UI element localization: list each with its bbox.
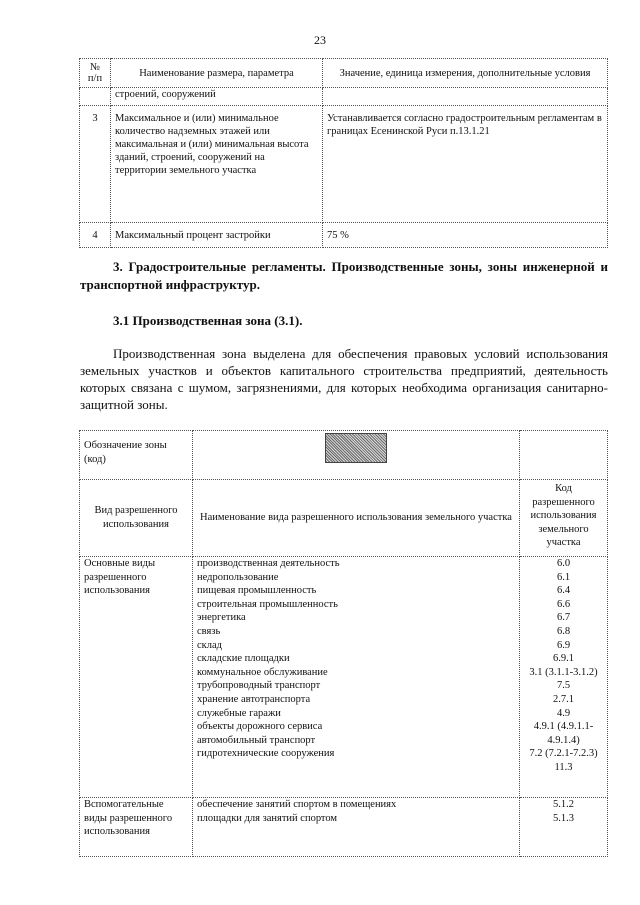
use-name-item: обеспечение занятий спортом в помещениях bbox=[197, 799, 397, 810]
cell-value: Устанавливается согласно градостроительным регламентам в границах Есенинской Руси п.13.1.21 bbox=[323, 106, 608, 223]
cell-value: 75 % bbox=[323, 223, 608, 248]
cell-value bbox=[323, 88, 608, 106]
cell-num bbox=[80, 88, 111, 106]
use-name-item: недропользование bbox=[197, 571, 279, 583]
main-uses-codes bbox=[520, 557, 608, 798]
use-code-item: 6.1 bbox=[556, 571, 571, 583]
land-use-table bbox=[79, 430, 608, 857]
main-uses-row bbox=[80, 557, 608, 798]
subsection-heading: 3.1 Производственная зона (3.1). bbox=[113, 313, 303, 328]
use-code-item: 6.0 bbox=[556, 558, 571, 569]
cell-name: Максимальное и (или) минимальное количество надземных этажей или максимальная и (или) минимальная высота зданий, строений, сооружений на территории земельного участка bbox=[111, 106, 323, 223]
use-code-item: 6.6 bbox=[556, 598, 571, 610]
auxiliary-uses-codes bbox=[520, 798, 608, 857]
auxiliary-uses-row bbox=[80, 798, 608, 857]
use-code-item: 6.4 bbox=[556, 585, 571, 597]
main-uses-names bbox=[193, 557, 520, 798]
use-code-item: 4.9.1 (4.9.1.1-4.9.1.4) bbox=[533, 721, 594, 746]
use-name-item: трубопроводный транспорт bbox=[197, 680, 321, 692]
use-name-item: связь bbox=[197, 625, 221, 637]
header-use-type: Вид разрешенного использования bbox=[80, 480, 193, 557]
use-code-item: 2.7.1 bbox=[553, 693, 574, 705]
use-name-item: склад bbox=[197, 639, 223, 651]
use-code-item: 7.2 (7.2.1-7.2.3) bbox=[529, 748, 598, 760]
zone-code-cell bbox=[193, 431, 520, 480]
zone-empty-cell bbox=[520, 431, 608, 480]
use-name-item: хранение автотранспорта bbox=[197, 693, 311, 705]
main-uses-list bbox=[197, 557, 515, 761]
header-num-text: № п/п bbox=[87, 62, 103, 84]
parameters-table bbox=[79, 58, 608, 248]
table-row bbox=[80, 106, 608, 223]
main-uses-label: Основные виды разрешенного использования bbox=[80, 557, 193, 798]
zone-label: Обозначение зоны (код) bbox=[80, 431, 193, 480]
use-code-item: 3.1 (3.1.1-3.1.2) bbox=[529, 666, 598, 678]
zone-code-row bbox=[80, 431, 608, 480]
header-use-name: Наименование вида разрешенного использования земельного участка bbox=[193, 480, 520, 557]
header-use-code: Код разрешенного использования земельного участка bbox=[520, 480, 608, 557]
use-code-item: 6.9.1 bbox=[553, 653, 574, 665]
body-paragraph: Производственная зона выделена для обеспечения правовых условий использования земельных участков и объектов капитального строительства предприятий, деятельность которых связана с шумом, загрязнениями, для которых необходима организация санитарно-защитной зоны. bbox=[80, 346, 608, 412]
header-value: Значение, единица измерения, дополнительные условия bbox=[323, 59, 608, 88]
use-name-item: производственная деятельность bbox=[197, 558, 340, 569]
table-header-row bbox=[80, 480, 608, 557]
use-code-item: 4.9 bbox=[556, 707, 571, 719]
use-name-item: энергетика bbox=[197, 612, 246, 624]
use-name-item: складские площадки bbox=[197, 653, 290, 665]
use-code-item: 11.3 bbox=[554, 761, 573, 773]
use-name-item: гидротехнические сооружения bbox=[197, 748, 335, 760]
use-code-item: 7.5 bbox=[556, 680, 571, 692]
use-name-item: площадки для занятий спортом bbox=[197, 812, 338, 824]
use-code-item: 5.1.3 bbox=[553, 812, 574, 824]
use-name-item: строительная промышленность bbox=[197, 598, 338, 610]
table-row bbox=[80, 88, 608, 106]
use-code-item: 6.8 bbox=[556, 625, 571, 637]
use-code-item: 6.9 bbox=[556, 639, 571, 651]
header-name: Наименование размера, параметра bbox=[111, 59, 323, 88]
table-header-row bbox=[80, 59, 608, 88]
auxiliary-uses-label: Вспомогательные виды разрешенного использования bbox=[80, 798, 193, 857]
redacted-zone-code bbox=[325, 433, 387, 463]
auxiliary-codes-list bbox=[524, 798, 603, 825]
use-code-item: 5.1.2 bbox=[553, 799, 574, 810]
cell-num: 3 bbox=[80, 106, 111, 223]
page-number: 23 bbox=[314, 33, 326, 47]
use-code-item: 6.7 bbox=[556, 612, 571, 624]
use-name-item: автомобильный транспорт bbox=[197, 734, 316, 746]
header-num bbox=[80, 59, 111, 88]
main-codes-list bbox=[524, 557, 603, 775]
cell-name: Максимальный процент застройки bbox=[111, 223, 323, 248]
use-name-item: служебные гаражи bbox=[197, 707, 281, 719]
auxiliary-uses-list bbox=[197, 798, 515, 825]
use-name-item: коммунальное обслуживание bbox=[197, 666, 328, 678]
auxiliary-uses-names bbox=[193, 798, 520, 857]
table-row bbox=[80, 223, 608, 248]
use-name-item: пищевая промышленность bbox=[197, 585, 317, 597]
cell-num: 4 bbox=[80, 223, 111, 248]
use-name-item: объекты дорожного сервиса bbox=[197, 721, 323, 733]
section-heading: 3. Градостроительные регламенты. Производственные зоны, зоны инженерной и транспортной инфраструктур. bbox=[80, 259, 608, 292]
cell-name: строений, сооружений bbox=[111, 88, 323, 106]
